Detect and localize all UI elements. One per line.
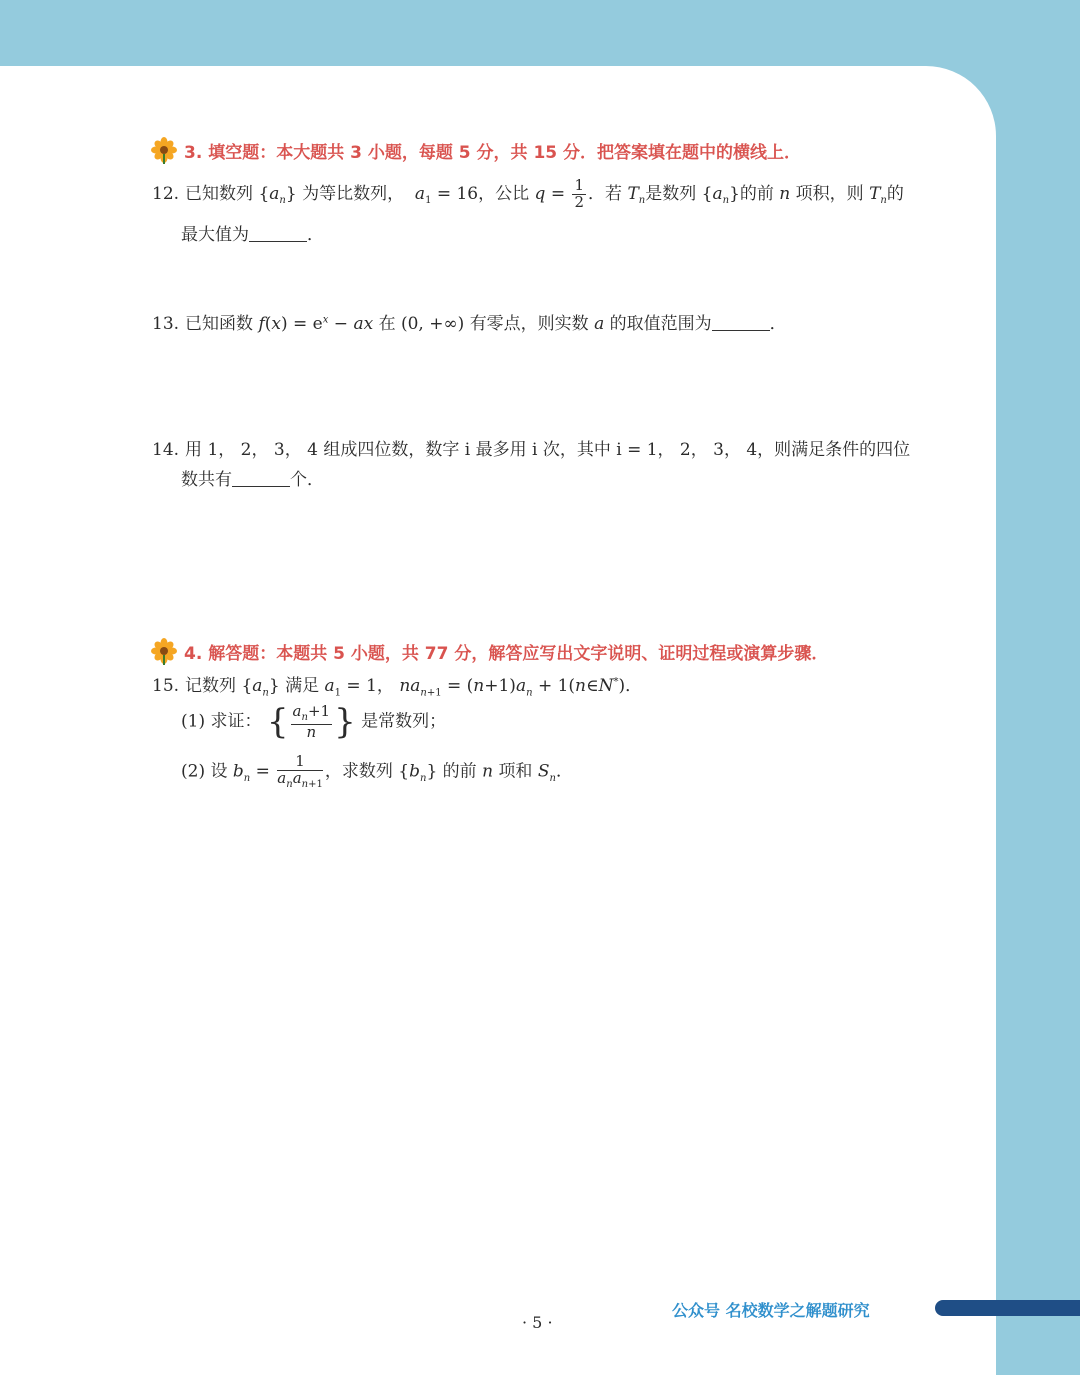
question-text: 已知数列 [185,183,254,204]
question-text: 是数列 [645,183,697,204]
question-text: ．若 [588,183,623,204]
question-text: 的取值范围为 [609,314,712,334]
footer-decor-bar [935,1300,1080,1316]
question-text: 用 1， 2， 3， 4 组成四位数，数字 i 最多用 i 次，其中 i = 1， 2， 3， 4，则满足条件的四位 [185,440,911,460]
question-text: 满足 [285,676,320,696]
question-text: 是常数列； [361,711,447,732]
question-number: 12. [152,183,180,204]
question-15-part-1: (1) 求证： { $\frac{a_n+1}{n}$ } 是常数列； [181,702,447,743]
fraction-1-over-an-an1: $\frac{1}{a_na_{n+1}}$ [277,752,323,790]
page-sheet [0,66,996,1375]
answer-blank[interactable] [712,314,770,331]
question-text: 个． [290,470,324,491]
question-text: 的 [886,183,904,204]
section-title: 3. 填空题：本大题共 3 小题，每题 5 分，共 15 分．把答案填在题中的横线上． [184,142,802,163]
question-text: 已知函数 [185,314,254,334]
question-14 [152,440,910,491]
question-13: 13. 已知函数 $f(x) = e^x$ − ax 在 (0, +∞) 有零点，则实数 a 的取值范围为 ． [152,314,787,334]
question-15-part-2: (2) 设 $b_n$ = $\frac{1}{a_na_{n+1}}$ ，求数列 $\{b_n\}$ 的前 n 项和 $S_n$． [181,752,573,790]
question-text: 在 [378,314,396,334]
answer-blank[interactable] [232,470,290,487]
fraction-an-plus-1-over-n: $\frac{a_n+1}{n}$ [292,702,331,741]
section-header-fill-in [150,136,801,164]
footer-brand: 公众号 名校数学之解题研究 [672,1301,870,1320]
flower-icon [150,136,178,164]
question-12: 12. 已知数列 $\{a_n\}$ 为等比数列， $a_1 = 16$，公比 q = $\frac{1}{2}$ ．若 $T_n$是数列 $\{a_n\}$的前 n 项积，则 $T_n$的 最大值为 ． [152,176,904,245]
part-label: (1) 求证： [181,711,262,732]
question-text: ，公比 [478,183,530,204]
question-text: 的前 [739,183,774,204]
question-text: ，求数列 [324,761,393,782]
question-text: 记数列 [185,676,237,696]
question-text: 最大值为 [181,224,249,245]
question-number: 14. [152,440,180,460]
question-text: 数共有 [181,470,232,491]
flower-icon [150,637,178,665]
page-number: · 5 · [522,1313,553,1332]
fraction-one-half: $\frac{1}{2}$ [574,176,585,211]
section-title: 4. 解答题：本题共 5 小题，共 77 分，解答应写出文字说明、证明过程或演算步骤． [184,643,829,664]
question-text: 有零点，则实数 [469,314,589,334]
question-text: 的前 [442,761,477,782]
question-text: 项积，则 [795,183,864,204]
question-text: 项和 [498,761,533,782]
question-15: 15. 记数列 $\{a_n\}$ 满足 $a_1 = 1$， $na_{n+1} = (n+1)a_n$ + 1(n∈N*)． [152,676,643,699]
question-number: 15. [152,676,180,696]
section-header-solve [150,637,828,665]
answer-blank[interactable] [249,225,307,242]
question-text: 为等比数列， [302,183,405,204]
part-label: (2) 设 [181,761,228,782]
question-number: 13. [152,314,180,334]
